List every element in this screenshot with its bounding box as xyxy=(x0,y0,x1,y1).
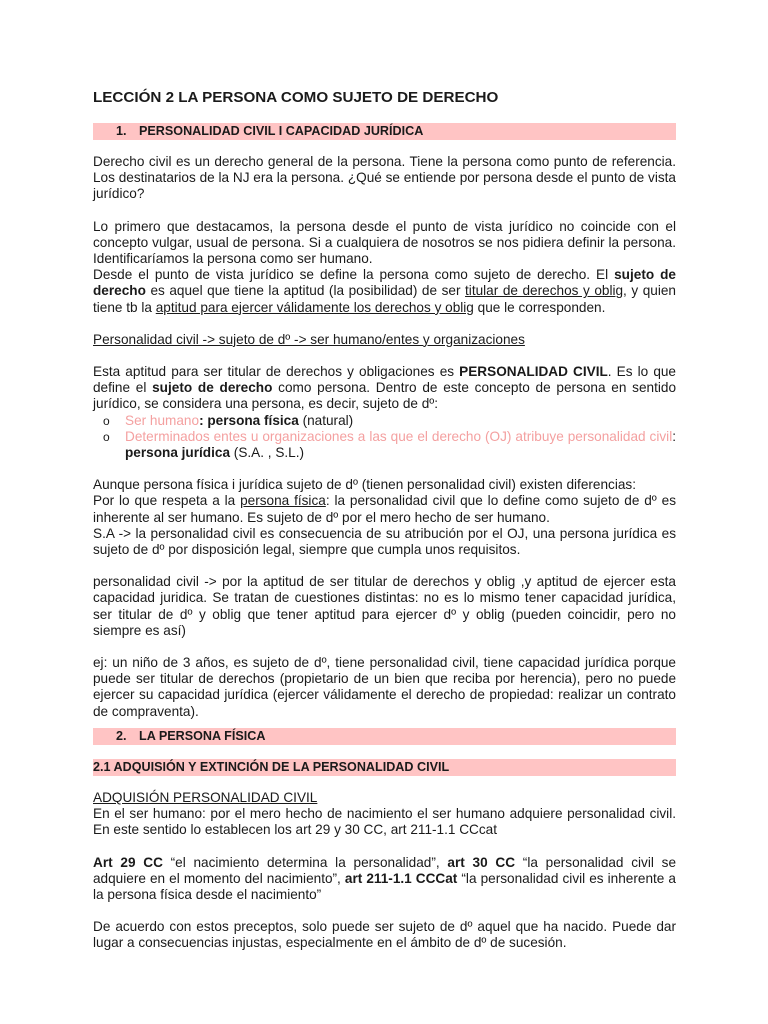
bullet-circle-icon: o xyxy=(103,429,110,444)
text-run: “la personalidad civil se adquiere en el momento del nacimiento”, xyxy=(93,854,677,886)
text-run: “la personalidad civil es inherente a la persona física desde el nacimiento” xyxy=(93,870,676,902)
paragraph xyxy=(93,267,676,316)
text-run: (S.A. , S.L.) xyxy=(230,445,305,461)
bullet-list xyxy=(93,413,676,462)
bold-term: sujeto de derecho xyxy=(93,267,676,299)
section-number: 2. xyxy=(116,728,127,743)
paragraph xyxy=(93,364,676,413)
underlined-term: persona física xyxy=(240,493,326,509)
section-label: LA PERSONA FÍSICA xyxy=(139,728,266,743)
section-heading-1 xyxy=(93,123,676,140)
bold-term: : persona física xyxy=(199,412,299,428)
paragraph: personalidad civil -> por la aptitud de ser titular de derechos y oblig ,y aptitud de ejercer esta capacidad juridica. Se tratan de cuestiones distintas: no es lo mismo tener capacidad jurídica, ser titular de dº y oblig que tener aptitud para ejercer dº y oblig (pueden coincidir, pero no siempre es así) xyxy=(93,574,676,638)
bullet-circle-icon: o xyxy=(103,413,110,428)
lesson-title: LECCIÓN 2 LA PERSONA COMO SUJETO DE DERECHO xyxy=(93,89,499,106)
text-run: : xyxy=(672,428,676,444)
text-run: como persona. Dentro de este concepto de persona en sentido jurídico, se considera una persona, es decir, sujeto de dº: xyxy=(93,380,677,412)
text-run: Esta aptitud para ser titular de derechos y obligaciones es xyxy=(93,364,460,380)
paragraph: Aunque persona física i jurídica sujeto de dº (tienen personalidad civil) existen diferencias: xyxy=(93,477,636,493)
underlined-term: titular de derechos y oblig xyxy=(465,283,624,299)
subsection-heading-2-1: 2.1 ADQUISIÓN Y EXTINCIÓN DE LA PERSONALIDAD CIVIL xyxy=(93,759,676,776)
underlined-term: aptitud para ejercer válidamente los derechos y oblig xyxy=(155,299,474,315)
paragraph xyxy=(93,855,676,904)
text-run: Desde el punto de vista jurídico se define la persona como sujeto de derecho. El xyxy=(93,267,615,283)
text-run: que le corresponden. xyxy=(473,299,606,315)
paragraph xyxy=(93,493,676,525)
text-run: . Es lo que define el xyxy=(93,364,676,396)
highlight-text: Ser humano xyxy=(125,412,200,428)
subheading: ADQUISIÓN PERSONALIDAD CIVIL xyxy=(93,789,318,805)
bold-term: Art 29 CC xyxy=(93,854,163,870)
paragraph: S.A -> la personalidad civil es consecuencia de su atribución por el OJ, una persona jurídica es sujeto de dº por disposición legal, siempre que cumpla unos requisitos. xyxy=(93,525,676,558)
text-run: : la personalidad civil que lo define como sujeto de dº es inherente al ser humano. Es sujeto de dº por el mero hecho de ser humano. xyxy=(93,493,676,525)
bold-term: art 30 CC xyxy=(447,854,516,870)
bold-term: art 211-1.1 CCCat xyxy=(344,870,458,886)
underlined-summary: Personalidad civil -> sujeto de dº -> ser humano/entes y organizaciones xyxy=(93,331,525,347)
list-item xyxy=(103,413,676,429)
list-item xyxy=(103,429,676,461)
bold-term: PERSONALIDAD CIVIL xyxy=(459,364,608,380)
paragraph: En el ser humano: por el mero hecho de nacimiento el ser humano adquiere personalidad civil. En este sentido lo establecen los art 29 y 30 CC, art 211-1.1 CCcat xyxy=(93,806,676,838)
highlight-text: Determinados entes u organizaciones a las que el derecho (OJ) atribuye personalidad civil xyxy=(125,428,673,444)
text-run: , y quien tiene tb la xyxy=(93,283,676,315)
bold-term: persona jurídica xyxy=(125,445,231,461)
text-run: “el nacimiento determina la personalidad”, xyxy=(162,854,448,870)
text-run: Por lo que respeta a la xyxy=(93,493,241,509)
paragraph: Lo primero que destacamos, la persona desde el punto de vista jurídico no coincide con el concepto vulgar, usual de persona. Si a cualquiera de nosotros se nos pidiera definir la persona. Identificaríamos la persona como ser humano. xyxy=(93,218,676,267)
paragraph: De acuerdo con estos preceptos, solo puede ser sujeto de dº aquel que ha nacido. Puede dar lugar a consecuencias injustas, especialmente en el ámbito de dº de sucesión. xyxy=(93,919,676,951)
bold-term: sujeto de derecho xyxy=(152,380,273,396)
paragraph: ej: un niño de 3 años, es sujeto de dº, tiene personalidad civil, tiene capacidad jurídica porque puede ser titular de derechos (propietario de un bien que reciba por herencia), pero no puede ejercer su capacidad jurídica (ejercer válidamente el derecho de propiedad: realizar un contrato de compraventa). xyxy=(93,655,676,719)
section-label: PERSONALIDAD CIVIL I CAPACIDAD JURÍDICA xyxy=(139,124,424,138)
text-run: es aquel que tiene la aptitud (la posibilidad) de ser xyxy=(145,283,466,299)
section-heading-2 xyxy=(93,728,676,745)
section-number: 1. xyxy=(116,124,127,138)
text-run: (natural) xyxy=(298,412,354,428)
paragraph: Derecho civil es un derecho general de la persona. Tiene la persona como punto de referencia. Los destinatarios de la NJ era la persona. ¿Qué se entiende por persona desde el punto de vista jurídico? xyxy=(93,154,676,202)
